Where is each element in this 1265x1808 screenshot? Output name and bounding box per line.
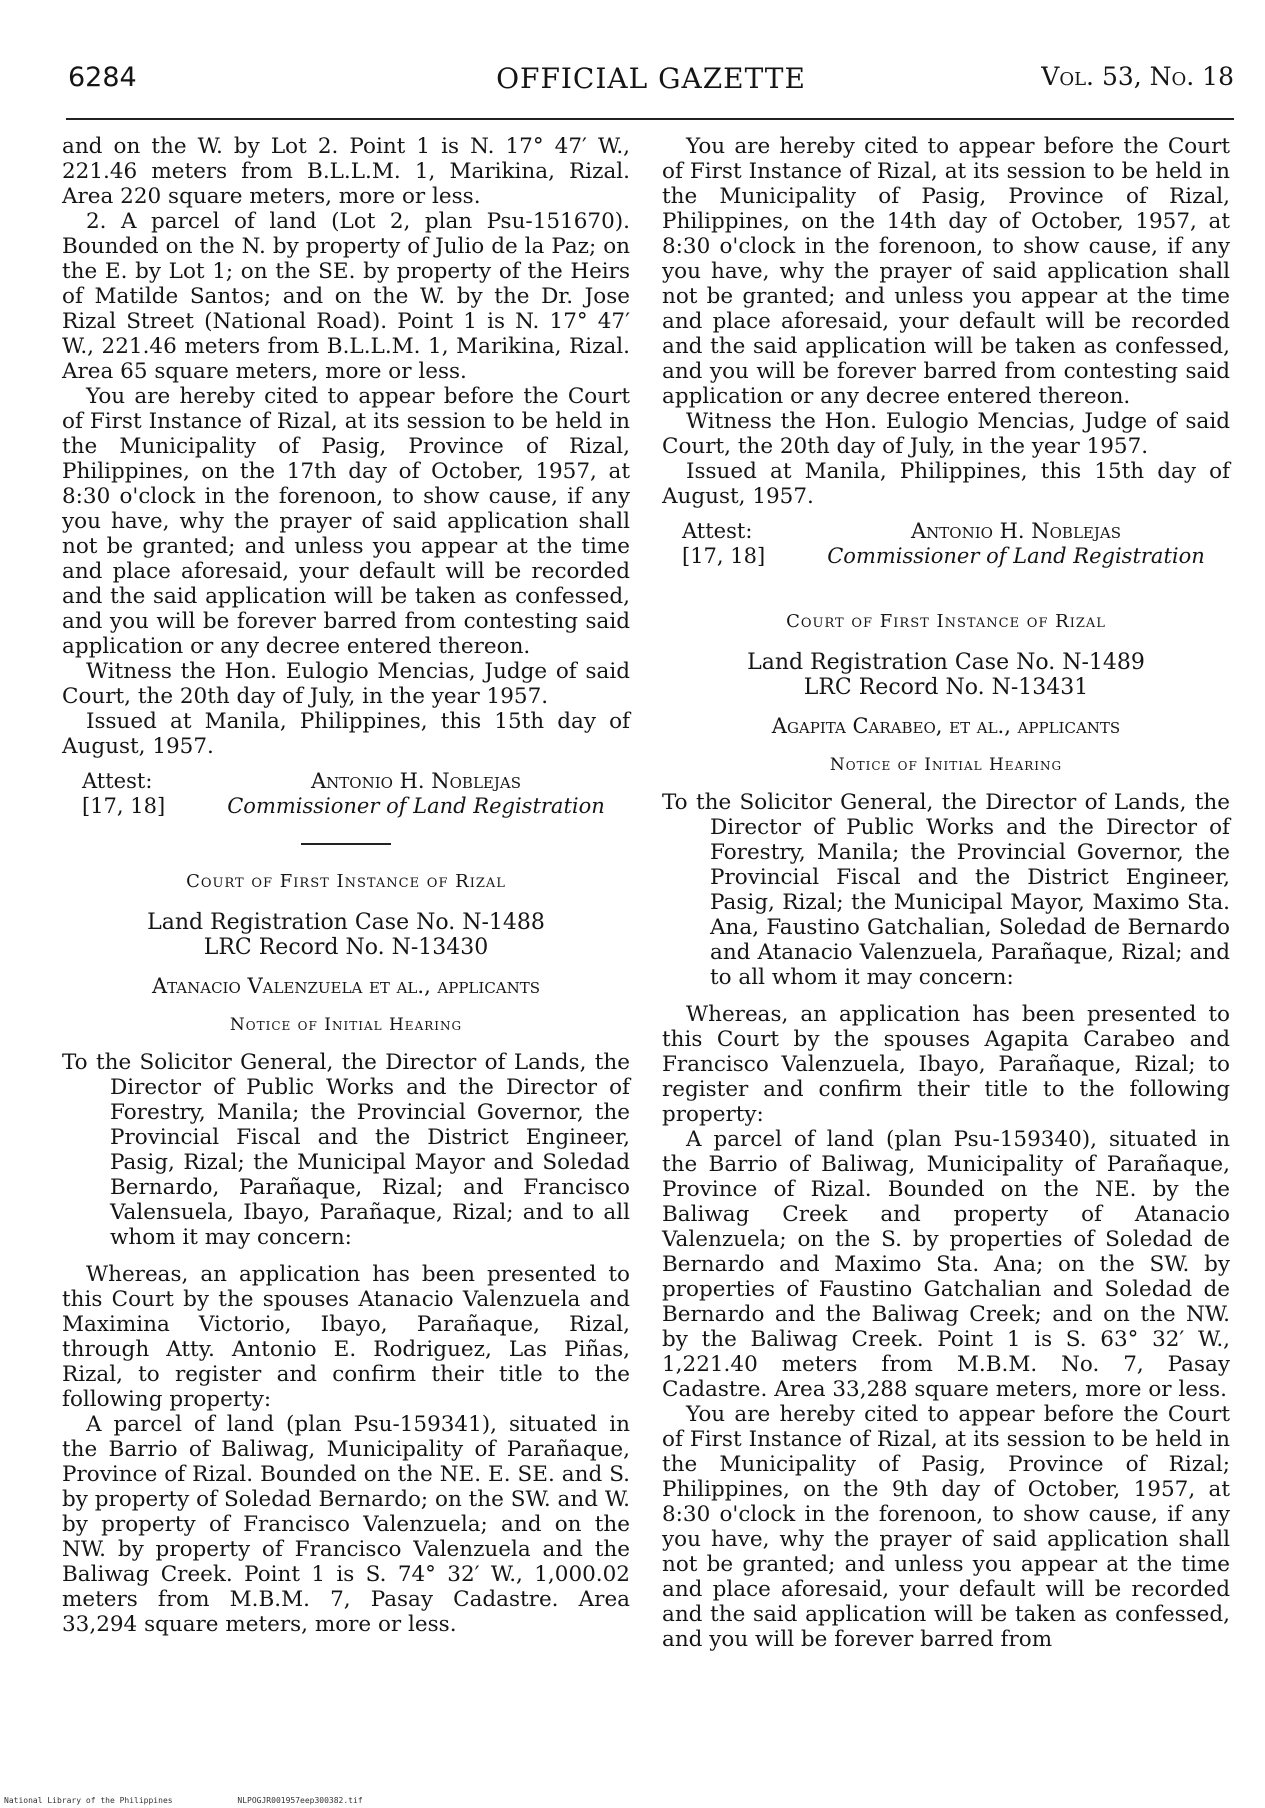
court-heading: Court of First Instance of Rizal bbox=[186, 871, 506, 892]
paragraph: 2. A parcel of land (Lot 2, plan Psu-151670). Bounded on the N. by property of Julio de la Paz; on the E. by Lot 1; on the SE. by property of the Heirs of Matilde Santos; and on the W. by the Dr. Jose Rizal Street (National Road). Point 1 is N. 17° 47′ W., 221.46 meters from B.L.L.M. 1, Marikina, Rizal. Area 65 square meters, more or less. bbox=[62, 209, 630, 384]
library-credit: National Library of the Philippines bbox=[4, 1796, 173, 1805]
paragraph: Witness the Hon. Eulogio Mencias, Judge of said Court, the 20th day of July, in the year 1957. bbox=[62, 659, 630, 709]
scan-filename: NLPOGJR001957eep300382.tif bbox=[237, 1796, 363, 1805]
attest-name: Antonio H. Noblejas bbox=[910, 519, 1121, 543]
paragraph: Whereas, an application has been presented to this Court by the spouses Atanacio Valenzuela and Maximina Victorio, Ibayo, Parañaque, Rizal, through Atty. Antonio E. Rodriguez, Las Piñas, Rizal, to register and confirm their title to the following property: bbox=[62, 1262, 630, 1412]
case-number: Land Registration Case No. N-1488 bbox=[147, 910, 545, 935]
paragraph: Witness the Hon. Eulogio Mencias, Judge of said Court, the 20th day of July, in the year 1957. bbox=[662, 409, 1230, 459]
paragraph: Issued at Manila, Philippines, this 15th day of August, 1957. bbox=[662, 459, 1230, 509]
paragraph: You are hereby cited to appear before the Court of First Instance of Rizal, at its session to be held in the Municipality of Pasig, Province of Rizal, Philippines, on the 17th day of October, 1957, at 8:30 o'clock in the forenoon, to show cause, if any you have, why the prayer of said application shall not be granted; and unless you appear at the time and place aforesaid, your default will be recorded and the said application will be taken as confessed, and you will be forever barred from contesting said application or any decree entered thereon. bbox=[62, 384, 630, 659]
right-column bbox=[662, 134, 1230, 1652]
scan-footer bbox=[4, 1796, 423, 1805]
paragraph: You are hereby cited to appear before the Court of First Instance of Rizal, at its session to be held in the Municipality of Pasig, Province of Rizal; Philippines, on the 9th day of October, 1957, at 8:30 o'clock in the forenoon, to show cause, if any you have, why the prayer of said application shall not be granted; and unless you appear at the time and place aforesaid, your default will be recorded and the said application will be taken as confessed, and you will be forever barred from bbox=[662, 1402, 1230, 1652]
attest-name: Antonio H. Noblejas bbox=[310, 769, 521, 793]
paragraph: and on the W. by Lot 2. Point 1 is N. 17° 47′ W., 221.46 meters from B.L.L.M. 1, Marikina, Rizal. Area 220 square meters, more or less. bbox=[62, 134, 630, 209]
paragraph: Whereas, an application has been presented to this Court by the spouses Agapita Carabeo and Francisco Valenzuela, Ibayo, Parañaque, Rizal; to register and confirm their title to the following property: bbox=[662, 1002, 1230, 1127]
attest-reference: [17, 18] bbox=[82, 794, 166, 818]
paragraph: You are hereby cited to appear before the Court of First Instance of Rizal, at its session to be held in the Municipality of Pasig, Province of Rizal, Philippines, on the 14th day of October, 1957, at 8:30 o'clock in the forenoon, to show cause, if any you have, why the prayer of said application shall not be granted; and unless you appear at the time and place aforesaid, your default will be recorded and the said application will be taken as confessed, and you will be forever barred from contesting said application or any decree entered thereon. bbox=[662, 134, 1230, 409]
case-number: Land Registration Case No. N-1489 bbox=[747, 650, 1145, 675]
applicants: Agapita Carabeo, et al., applicants bbox=[771, 714, 1121, 738]
paragraph: A parcel of land (plan Psu-159341), situated in the Barrio of Baliwag, Municipality of Parañaque, Province of Rizal. Bounded on the NE. E. SE. and S. by property of Soledad Bernardo; on the SW. and W. by property of Francisco Valenzuela; and on the NW. by property of Francisco Valenzuela and the Baliwag Creek. Point 1 is S. 74° 32′ W., 1,000.02 meters from M.B.M. 7, Pasay Cadastre. Area 33,294 square meters, more or less. bbox=[62, 1412, 630, 1637]
paragraph: A parcel of land (plan Psu-159340), situated in the Barrio of Baliwag, Municipality of Parañaque, Province of Rizal. Bounded on the NE. by the Baliwag Creek and property of Atanacio Valenzuela; on the S. by properties of Soledad de Bernardo and Maximo Sta. Ana; on the SW. by properties of Faustino Gatchalian and Soledad de Bernardo and the Baliwag Creek; and on the NW. by the Baliwag Creek. Point 1 is S. 63° 32′ W., 1,221.40 meters from M.B.M. No. 7, Pasay Cadastre. Area 33,288 square meters, more or less. bbox=[662, 1127, 1230, 1402]
page-header bbox=[68, 62, 1234, 102]
header-rule bbox=[66, 118, 1234, 120]
attest-title: Commissioner of Land Registration bbox=[827, 544, 1205, 568]
publication-title: OFFICIAL GAZETTE bbox=[496, 62, 806, 95]
attest-label: Attest: bbox=[682, 519, 753, 543]
record-number: LRC Record No. N-13431 bbox=[803, 675, 1089, 700]
notice-heading: Notice of Initial Hearing bbox=[229, 1015, 463, 1035]
applicants: Atanacio Valenzuela et al., applicants bbox=[151, 974, 541, 998]
court-heading: Court of First Instance of Rizal bbox=[786, 611, 1106, 632]
addressees: To the Solicitor General, the Director of Lands, the Director of Public Works and the Director of Forestry, Manila; the Provincial Governor, the Provincial Fiscal and the District Engineer, Pasig, Rizal; the Municipal Mayor, Maximo Sta. Ana, Faustino Gatchalian, Soledad de Bernardo and Atanacio Valenzuela, Parañaque, Rizal; and to all whom it may concern: bbox=[662, 790, 1230, 990]
attest-title: Commissioner of Land Registration bbox=[227, 794, 605, 818]
volume-number: Vol. 53, No. 18 bbox=[1041, 62, 1234, 91]
attestation bbox=[662, 519, 1230, 569]
notice-heading: Notice of Initial Hearing bbox=[829, 755, 1063, 775]
page-number: 6284 bbox=[68, 62, 137, 93]
addressees: To the Solicitor General, the Director of Lands, the Director of Public Works and the Director of Forestry, Manila; the Provincial Governor, the Provincial Fiscal and the District Engineer, Pasig, Rizal; the Municipal Mayor and Soledad Bernardo, Parañaque, Rizal; and Francisco Valensuela, Ibayo, Parañaque, Rizal; and to all whom it may concern: bbox=[62, 1050, 630, 1250]
attest-reference: [17, 18] bbox=[682, 544, 766, 568]
attestation bbox=[62, 769, 630, 819]
left-column bbox=[62, 134, 630, 1637]
record-number: LRC Record No. N-13430 bbox=[203, 935, 489, 960]
attest-label: Attest: bbox=[82, 769, 153, 793]
paragraph: Issued at Manila, Philippines, this 15th day of August, 1957. bbox=[62, 709, 630, 759]
section-divider bbox=[301, 843, 391, 845]
